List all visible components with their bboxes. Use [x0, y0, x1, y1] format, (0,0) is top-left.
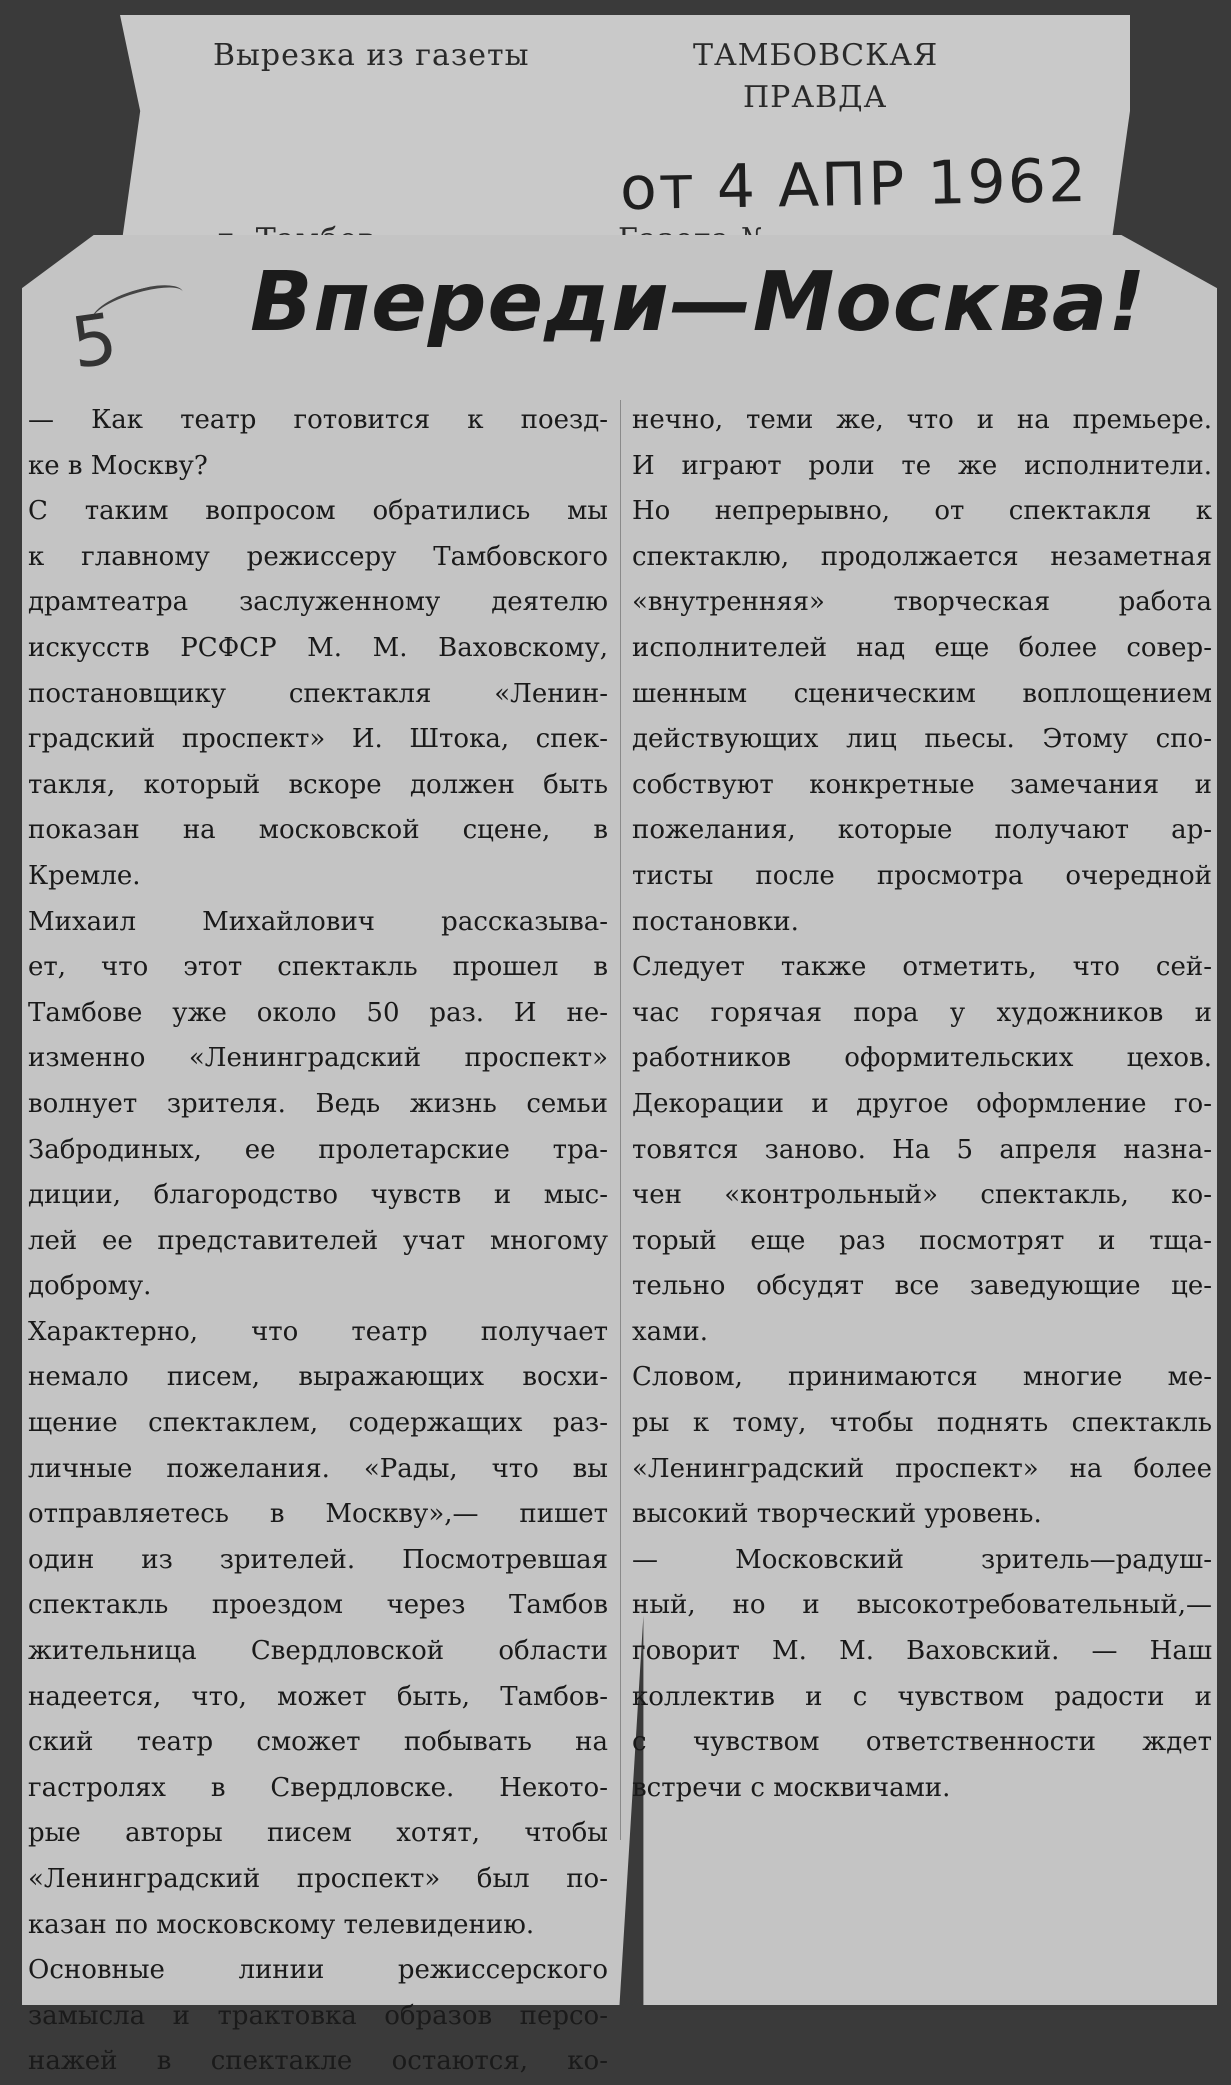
article-text-line: изменно «Ленинградский проспект»	[28, 1043, 608, 1074]
article-text-line: — Как театр готовится к поезд-	[28, 405, 608, 435]
article-text-line: час горячая пора у художников и	[632, 997, 1212, 1028]
article-text-line: действующих лиц пьесы. Этому спо-	[632, 724, 1212, 755]
article-text-line: ке в Москву?	[28, 450, 208, 481]
article-text-line: личные пожелания. «Рады, что вы	[28, 1453, 608, 1484]
article-text-line: волнует зрителя. Ведь жизнь семьи	[28, 1088, 608, 1119]
article-text-line: постановщику спектакля «Ленин-	[28, 678, 608, 709]
article-text-line: работников оформительских цехов.	[632, 1043, 1212, 1074]
article-text-line: драмтеатра заслуженному деятелю	[28, 587, 608, 618]
article-text-line: спектаклю, продолжается незаметная	[632, 541, 1212, 572]
article-text-line: чен «контрольный» спектакль, ко-	[632, 1180, 1212, 1211]
article-text-line: ет, что этот спектакль прошел в	[28, 952, 608, 983]
article-text-line: товятся заново. На 5 апреля назна-	[632, 1134, 1212, 1165]
article-text-line: ный, но и высокотребовательный,—	[632, 1590, 1212, 1621]
article-text-line: искусств РСФСР М. М. Ваховскому,	[28, 632, 608, 663]
article-text-line: хами.	[632, 1316, 708, 1347]
clipping-source-label: Вырезка из газеты	[213, 38, 530, 73]
article-text-line: показан на московской сцене, в	[28, 815, 608, 846]
article-text-line: И играют роли те же исполнители.	[632, 450, 1212, 481]
article-text-line: Словом, принимаются многие ме-	[632, 1362, 1212, 1393]
article-text-line: надеется, что, может быть, Тамбов-	[28, 1681, 608, 1712]
article-text-line: Тамбове уже около 50 раз. И не-	[28, 997, 608, 1028]
article-text-line: отправляетесь в Москву»,— пишет	[28, 1499, 608, 1530]
article-text-line: «внутренняя» творческая работа	[632, 587, 1212, 618]
article-text-line: собствуют конкретные замечания и	[632, 769, 1212, 800]
article-text-line: к главному режиссеру Тамбовского	[28, 541, 608, 572]
article-column-right	[632, 398, 1212, 1811]
article-text-line: Следует также отметить, что сей-	[632, 952, 1212, 983]
article-text-line: исполнителей над еще более совер-	[632, 632, 1212, 663]
article-text-line: один из зрителей. Посмотревшая	[28, 1544, 608, 1575]
newspaper-name-line-2: ПРАВДА	[743, 80, 888, 115]
article-text-line: шенным сценическим воплощением	[632, 678, 1212, 709]
article-text-line: ский театр сможет побывать на	[28, 1727, 608, 1758]
article-text-line: Но непрерывно, от спектакля к	[632, 496, 1212, 527]
article-text-line: замысла и трактовка образов персо-	[28, 2000, 608, 2031]
newspaper-name-line-1: ТАМБОВСКАЯ	[693, 38, 939, 73]
article-text-line: диции, благородство чувств и мыс-	[28, 1180, 608, 1211]
article-text-line: — Московский зритель—радуш-	[632, 1544, 1212, 1575]
article-text-line: Основные линии режиссерского	[28, 1955, 608, 1986]
article-text-line: постановки.	[632, 906, 799, 937]
article-text-line: спектакль проездом через Тамбов	[28, 1590, 608, 1621]
column-divider	[620, 400, 621, 1840]
article-text-line: градский проспект» И. Штока, спек-	[28, 724, 608, 755]
article-text-line: с чувством ответственности ждет	[632, 1727, 1212, 1758]
article-text-line: щение спектаклем, содержащих раз-	[28, 1408, 608, 1439]
article-headline: Впереди—Москва!	[250, 255, 1147, 350]
article-text-line: доброму.	[28, 1271, 152, 1302]
article-text-line: С таким вопросом обратились мы	[28, 496, 608, 527]
article-column-left	[28, 398, 608, 2085]
article-text-line: тисты после просмотра очередной	[632, 860, 1212, 891]
article-text-line: высокий творческий уровень.	[632, 1499, 1042, 1530]
article-text-line: Кремле.	[28, 860, 141, 891]
article-text-line: тельно обсудят все заведующие це-	[632, 1271, 1212, 1302]
article-text-line: немало писем, выражающих восхи-	[28, 1362, 608, 1393]
article-text-line: пожелания, которые получают ар-	[632, 815, 1212, 846]
article-text-line: казан по московскому телевидению.	[28, 1909, 535, 1940]
date-stamp: от 4 АПР 1962	[619, 145, 1089, 225]
article-text-line: такля, который вскоре должен быть	[28, 769, 608, 800]
article-text-line: Декорации и другое оформление го-	[632, 1088, 1212, 1119]
article-text-line: нажей в спектакле остаются, ко-	[28, 2046, 608, 2077]
article-text-line: Михаил Михайлович рассказыва-	[28, 906, 608, 937]
article-text-line: Характерно, что театр получает	[28, 1316, 608, 1347]
article-text-line: коллектив и с чувством радости и	[632, 1681, 1212, 1712]
article-text-line: лей ее представителей учат многому	[28, 1225, 608, 1256]
article-text-line: ры к тому, чтобы поднять спектакль	[632, 1408, 1212, 1439]
article-text-line: Забродиных, ее пролетарские тра-	[28, 1134, 608, 1165]
article-text-line: гастролях в Свердловске. Некото-	[28, 1772, 608, 1803]
article-text-line: жительница Свердловской области	[28, 1636, 608, 1667]
article-text-line: рые авторы писем хотят, чтобы	[28, 1818, 608, 1849]
article-text-line: нечно, теми же, что и на премьере.	[632, 405, 1212, 435]
pencil-number-mark: 5	[66, 297, 123, 385]
article-text-line: торый еще раз посмотрят и тща-	[632, 1225, 1212, 1256]
article-text-line: встречи с москвичами.	[632, 1772, 951, 1803]
article-text-line: «Ленинградский проспект» на более	[632, 1453, 1212, 1484]
article-text-line: «Ленинградский проспект» был по-	[28, 1864, 608, 1894]
article-text-line: говорит М. М. Ваховский. — Наш	[632, 1636, 1212, 1667]
